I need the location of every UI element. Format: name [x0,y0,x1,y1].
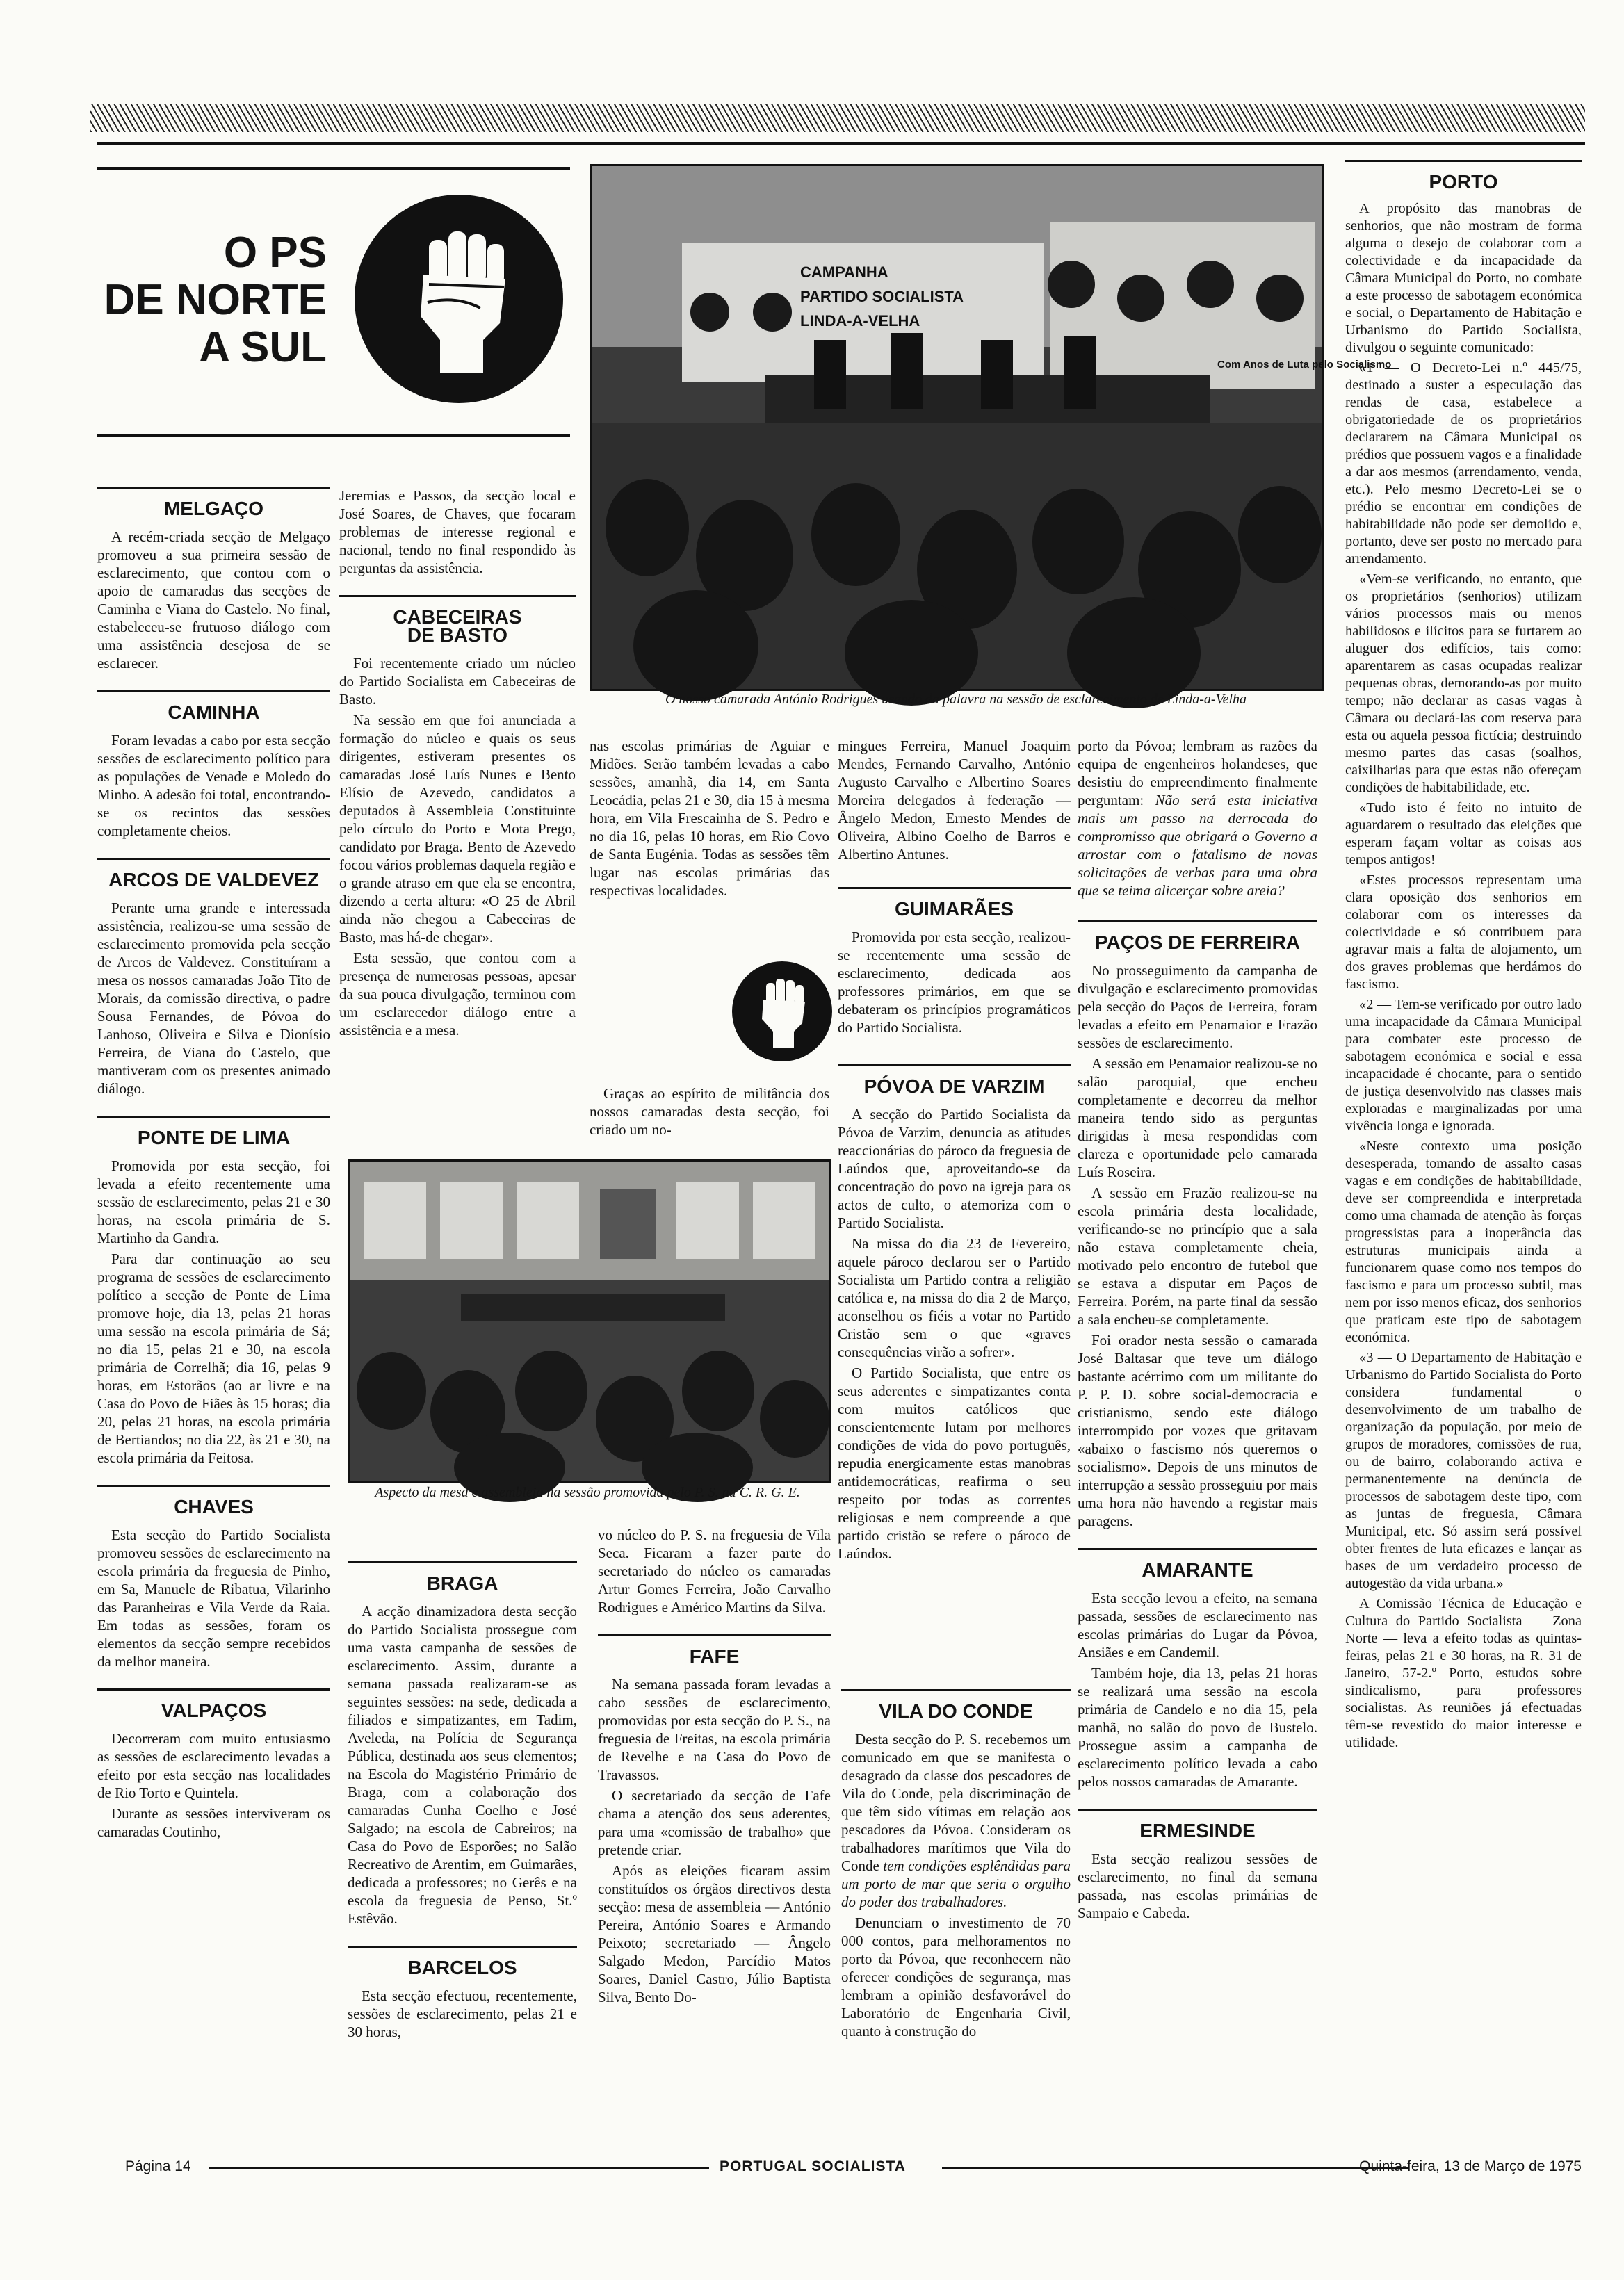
photo-mid-caption: Aspecto da mesa e assembleia na sessão promovida pelo P. S. na C. R. G. E. [375,1485,800,1500]
braga-text: A acção dinamizadora desta secção do Partido Socialista prossegue com uma vasta campanha de sessões de esclarecimento. Assim, durante a semana passada realizaram-se as seguintes sessões: na sede, dedicada a filiados e simpatizantes, em Tadim, Aveleda, na Polícia de Segurança Pública, destinada aos seus elementos; na Escola do Magistério Primário de Braga, com a colaboração dos camaradas Cunha Coelho e José Salgado; na escola de Cabreiros; na Casa do Povo de Esporões; no Salão Recreativo de Arentim, em Guimarães, dedicada a professores; no Gerês e na escola da freguesia de Penso, St.º Estêvão. [348,1603,577,1927]
ponte-text-1: Promovida por esta secção, foi levada a efeito recentemente uma sessão de esclarecimento, pelas 21 e 30 horas, na escola primária de S. Martinho da Gandra. [97,1157,330,1246]
photo-linda-a-velha-image [592,166,1392,689]
amarante-text-1: Esta secção levou a efeito, na semana passada, sessões de esclarecimento nas escolas primárias do Lugar da Póvoa, Ansiães e em Candemil. [1078,1590,1317,1661]
porto-text-9: A Comissão Técnica de Educação e Cultura do Partido Socialista — Zona Norte — leva a efeito todas as quintas-feiras, pelas 21 e 30 horas, na R. 31 de Janeiro, 57-2.º Porto, estudos sobre sindicalismo, para professores socialistas. As reuniões já efectuadas têm-se revestido do maior interesse e utilidade. [1345,1596,1582,1750]
fafe-text-3: Após as eleições ficaram assim constituídos os órgãos directivos desta secção: mesa de assembleia — António Pereira, António Soares e Armando Peixoto; secretariado — Ângelo Salgado Medon, Parcídio Matos Soares, Daniel Castro, Júlio Baptista Silva, Bento Do- [598,1862,831,2005]
banner-title-line1: O PS [223,229,327,277]
footer-rule-right [942,2167,1408,2169]
porto-text-3: «Vem-se verificando, no entanto, que os proprietários (senhorios) utilizam vários processos mais ou menos habilidosos e ilícitos para se furtarem ao aluguer dos edifícios, tais como: aparentarem as casas ocupadas realizar pequenas obras, demorando-as por muito tempo; não declarar as casas vagas à Câmara ou declará-las com reserva para esta ou aquela pessoa fictícia; destruindo mesmo partes das casas (soalhos, caixilharias para que estas não ofereçam condições de habitabilidade, etc. [1345,571,1582,795]
guimaraes-text: Promovida por esta secção, realizou-se recentemente uma sessão de esclarecimento, dedicada aos professores primários, em que se debateram os princípios programáticos do Partido Socialista. [838,929,1071,1036]
section-title-valpacos: VALPAÇOS [97,1688,330,1720]
ermesinde-text: Esta secção realizou sessões de esclarecimento, no final da semana passada, nas escolas primárias de Sampaio e Cabeda. [1078,1850,1317,1921]
amarante-text-2: Também hoje, dia 13, pelas 21 horas se realizará uma sessão na escola primária de Candelo e no dia 15, pela manhã, no salão do povo de Bustelo. Prossegue assim a campanha de esclarecimento político levada a cabo pelos nossos camaradas de Amarante. [1078,1665,1317,1790]
cabeceiras-text-1: Foi recentemente criado um núcleo do Partido Socialista em Cabeceiras de Basto. [339,655,576,708]
column-4-lower [841,1689,1071,2043]
section-title-porto: PORTO [1345,160,1582,190]
caminha-text: Foram levadas a cabo por esta secção sessões de esclarecimento político para as populações de Venade e Moledo do Minho. A adesão foi total, encontrando-se os recintos das sessões completamente cheios. [97,732,330,839]
column-2-lower [348,1543,577,2044]
poster-line3: LINDA-A-VELHA [800,312,920,329]
page-number: Página 14 [125,2158,191,2174]
poster-line2: PARTIDO SOCIALISTA [800,288,964,305]
cabeceiras-title-line2: DE BASTO [407,624,508,646]
section-title-arcos: ARCOS DE VALDEVEZ [97,858,330,889]
section-title-ermesinde: ERMESINDE [1078,1809,1317,1840]
valpacos-text-1: Decorreram com muito entusiasmo as sessões de esclarecimento levadas a efeito por esta secção nas localidades de Rio Torto e Quintela. [97,1730,330,1801]
raised-fist-small-icon [730,959,834,1064]
raised-fist-emblem-icon [351,191,567,407]
cabeceiras-text-3: Esta sessão, que contou com a presença de numerosas pessoas, apesar da sua pouca divulgação, terminou com um esclarecedor diálogo entre a assistência e a mesa. [339,950,576,1039]
column-3-mid [590,1084,829,1141]
col3-militancia: Graças ao espírito de militância dos nossos camaradas desta secção, foi criado um no- [590,1085,829,1138]
fafe-text-2: O secretariado da secção de Fafe chama a atenção dos seus aderentes, para uma «comissão de trabalho» que pretende criar. [598,1787,831,1858]
section-title-fafe: FAFE [598,1634,831,1666]
chaves-text: Esta secção do Partido Socialista promoveu sessões de esclarecimento na escola primária da freguesia de Pinho, em Sa, Manuele de Ribatua, Vilarinho das Paranheiras e Vila Verde da Raia. Em todas as sessões, foram os elementos da secção sempre recebidos da melhor maneira. [97,1526,330,1670]
povoa-text-3: O Partido Socialista, que entre os seus aderentes e simpatizantes conta com muitos católicos que conscientemente lutam por melhores condições de vida do povo português, repudia energicamente estas manobras antidemocráticas, reafirma o seu respeito por todas as correntes religiosas e nem compreende a que partido cristão se refere o pároco de Laúndos. [838,1365,1071,1562]
porto-text-1: A propósito das manobras de senhorios, que não mostram de forma alguma o desejo de colaborar com a colectividade e da incapacidade da Câmara Municipal do Porto, no combate a este processo de sabotagem económica e social, o Departamento de Habitação e Urbanismo do Partido Socialista, divulgou o seguinte comunicado: [1345,201,1582,355]
banner-title-line3: A SUL [199,323,327,371]
barcelos-text: Esta secção efectuou, recentemente, sessões de esclarecimento, pelas 21 e 30 horas, [348,1987,577,2040]
photo-crge [348,1159,831,1483]
photo-top-caption: O nosso camarada António Rodrigues usando da palavra na sessão de esclarecimento de Linda-a-Velha [665,692,1247,707]
fafe-text-1: Na semana passada foram levadas a cabo sessões de esclarecimento, promovidas por esta secção do P. S., na freguesia de Freitas, na escola primária de Revelhe e na Casa do Povo de Travassos. [598,1676,831,1783]
povoa-text-2: Na missa do dia 23 de Fevereiro, aquele pároco declarou ser o Partido Socialista um Partido contra a religião católica e, na missa do dia 2 de Março, aconselhou os fiéis a votar no Partido Cristão sem o que «graves consequências virão a sofrer». [838,1235,1071,1360]
cabeceiras-title-line1: CABECEIRAS [393,606,522,628]
column-3-lower [598,1526,831,2009]
section-title-pacos: PAÇOS DE FERREIRA [1078,920,1317,952]
banner-top-rule [97,167,570,170]
banner-bottom-rule [97,434,570,437]
col2-continuation: Jeremias e Passos, da secção local e José Soares, de Chaves, que focaram problemas de interesse regional e nacional, tendo no final respondido às perguntas da assistência. [339,487,576,576]
porto-text-7: «Neste contexto uma posição desesperada, tomando de assalto casas vagas e em condições de habitabilidade, deve ser compreendida e interpretada como uma chamada de atenção às forças progressistas para a inoperância das estruturas municipais ainda a funcionarem quase como nos tempos do fascismo e para um processo subtil, mas nem por isso menos eficaz, dos senhorios que praticam este tipo de sabotagem económica. [1345,1139,1582,1345]
porto-text-5: «Estes processos representam uma clara oposição dos senhorios em colaborar com os interesses da colectividade e só contribuem para agravar mais a falta de alojamento, um dos graves problemas que herdámos do fascismo. [1345,872,1582,992]
section-title-chaves: CHAVES [97,1485,330,1516]
column-4-upper [838,737,1071,1565]
photo-crge-image [350,1162,829,1481]
col4-continuation: mingues Ferreira, Manuel Joaquim Mendes, Fernando Carvalho, António Augusto Carvalho e Albertino Soares Moreira delegados à federação — Ângelo Medon, Ernesto Mendes de Oliveira, Albino Coelho de Barros e Albertino Antunes. [838,738,1071,863]
pacos-text-4: Foi orador nesta sessão o camarada José Baltasar que teve um diálogo bastante acérrimo com um militante do P. P. D. sobre social-democracia e cristianismo, sendo este diálogo interrompido por vozes que gritavam «abaixo o fascismo nós queremos o socialismo». Depois de uns minutos de interrupção a sessão prosseguiu por mais uma hora não havendo a registar mais paragens. [1078,1332,1317,1529]
vila-conde-text-2: Denunciam o investimento de 70 000 contos, para melhoramentos no porto da Póvoa, que reconhecem não oferecer condições de segurança, mas lembram a opinião desfavorável do Laboratório de Engenharia Civil, quanto à construção do [841,1914,1071,2039]
cabeceiras-text-2: Na sessão em que foi anunciada a formação do núcleo e quais os seus dirigentes, estiveram presentes os camaradas José Luís Nunes e Bento Elísio de Azevedo, candidatos a deputados à Assembleia Constituinte pelo círculo do Porto e Mota Prego, candidato por Braga. Bento de Azevedo focou vários problemas daquela região e o grande atraso em que ela se encontra, dizendo a certa altura: «O 25 de Abril ainda não chegou a Cabeceiras de Basto, mas há-de chegar». [339,712,576,945]
col5-continuation [1078,737,1317,899]
povoa-text-1: A secção do Partido Socialista da Póvoa de Varzim, denuncia as atitudes reaccionárias do pároco da freguesia de Laúndos que, aproveitando-se da concentração do povo na igreja para os actos de culto, o atemoriza com o Partido Socialista. [838,1106,1071,1231]
section-title-guimaraes: GUIMARÃES [838,887,1071,918]
col3-continuation: nas escolas primárias de Aguiar e Midões. Serão também levadas a cabo sessões, amanhã, dia 14, em Santa Leocádia, pelas 21 e 30, dia 15 à mesma hora, em Vila Frescainha de S. Pedro e no dia 16, pelas 10 horas, em Rio Covo de Santa Eugénia. Todas as sessões têm lugar nas escolas primárias das respectivas localidades. [590,738,829,899]
page-footer [90,2158,1585,2179]
section-title-braga: BRAGA [348,1561,577,1593]
footer-rule-left [209,2167,709,2169]
section-title-caminha: CAMINHA [97,690,330,722]
section-title-povoa: PÓVOA DE VARZIM [838,1064,1071,1096]
header-hatch-band [90,104,1585,132]
porto-text-2: «1 — O Decreto-Lei n.º 445/75, destinado a suster a especulação das rendas de casa, estabelece a obrigatoriedade de os proprietários declararem na Câmara Municipal os prédios que possuem vagos e a finalidade a dar aos mesmos (arrendamento, venda, etc.). Pelo mesmo Decreto-Lei se o prédio se encontrar em condições de habitabilidade não pode ser demolido e, portanto, deve ser posto no mercado para arrendamento. [1345,360,1582,567]
poster-right-text: Com Anos de Luta pelo Socialismo [1217,359,1392,370]
ponte-text-2: Para dar continuação ao seu programa de sessões de esclarecimento político a secção de Ponte de Lima promove hoje, dia 13, pelas 21 horas uma sessão na escola primária de Sá; no dia 15, pelas 21 e 30, na escola primária de Correlhã; dia 16, pelas 9 horas, em Estorãos (ao ar livre e na Casa do Povo de Fiães às 15 horas; dia 20, pelas 21 horas, na escola primária de Bertiandos; no dia 22, às 21 e 30, na escola primária da Feitosa. [97,1251,330,1466]
section-title-melgaco: MELGAÇO [97,487,330,518]
vila-conde-text-1 [841,1730,1071,1911]
photo-linda-a-velha [590,164,1392,691]
section-title-ponte-de-lima: PONTE DE LIMA [97,1116,330,1147]
column-1 [97,487,330,1843]
pacos-text-1: No prosseguimento da campanha de divulgação e esclarecimento promovidas pela secção do Paços de Ferreira, foram levadas a efeito em Penamaior e Frazão sessões de esclarecimento. [1078,962,1317,1051]
col5-continuation-italic: Não será esta iniciativa mais um passo na derrocada do compromisso que obrigará o Governo a arrostar com o fatalismo de novas solicitações de verbas para uma obra que se teima alicerçar sobre areia? [1078,792,1317,899]
poster-line1: CAMPANHA [800,263,888,281]
porto-text-4: «Tudo isto é feito no intuito de aguardarem o resultado das eleições que esperam façam voltar as coisas aos tempos antigos! [1345,800,1582,868]
section-title-cabeceiras [339,595,576,644]
section-title-vila-do-conde: VILA DO CONDE [841,1689,1071,1720]
column-3-upper [590,737,829,902]
section-title-amarante: AMARANTE [1078,1548,1317,1579]
arcos-text: Perante uma grande e interessada assistência, realizou-se uma sessão de esclarecimento promovida pela secção de Arcos de Valdevez. Constituíram a mesa os nossos camaradas João Tito de Morais, da comissão directiva, o padre Sousa Fernandes, de Póvoa do Lanhoso, Oliveira e Silva e Dionísio Ferreira, de Viana do Castelo, que mantiveram com os presentes animado diálogo. [97,899,330,1097]
vila-conde-text-1-plain: Desta secção do P. S. recebemos um comunicado em que se manifesta o desagrado da classe dos pescadores de Vila do Conde, pela discriminação de que têm sido vítimas em relação aos pescadores da Póvoa. Consideram os trabalhadores marítimos que Vila do Conde [841,1731,1071,1874]
porto-text-6: «2 — Tem-se verificado por outro lado uma incapacidade da Câmara Municipal para combater este processo de sabotagem económica e social e essa incapacidade é chocante, para o sentido de justiça desenvolvido nas classes mais exploradas e marginalizadas por uma vivência longa e ignorada. [1345,997,1582,1134]
column-5 [1078,737,1317,1925]
section-title-barcelos: BARCELOS [348,1946,577,1977]
pacos-text-3: A sessão em Frazão realizou-se na escola primária desta localidade, verificando-se no princípio que a sala não estava completamente cheia, motivado pelo encontro de futebol que se estava a disputar em Paços de Ferreira. Porém, na parte final da sessão a sala encheu-se completamente. [1078,1184,1317,1328]
banner-title [97,229,327,371]
issue-date: Quinta-feira, 13 de Março de 1975 [1359,2158,1582,2174]
valpacos-text-2: Durante as sessões interviveram os camaradas Coutinho, [97,1805,330,1840]
column-2-upper [339,487,576,1042]
vila-conde-text-1-italic: tem condições esplêndidas para um porto de mar que seria o orgulho do poder dos trabalhadores. [841,1857,1071,1910]
banner-title-line2: DE NORTE [104,276,327,324]
pacos-text-2: A sessão em Penamaior realizou-se no salão paroquial, que encheu completamente e decorreu da melhor maneira tendo sido as perguntas dirigidas à mesa respondidas com clareza e oportunidade pelo camarada Luís Roseira. [1078,1055,1317,1180]
melgaco-text: A recém-criada secção de Melgaço promoveu a sua primeira sessão de esclarecimento, que contou com o apoio de camaradas das secções de Caminha e Viana do Castelo. No final, estabeleceu-se frutuoso diálogo com uma assistência desejosa de se esclarecer. [97,528,330,671]
publication-name: PORTUGAL SOCIALISTA [720,2158,906,2174]
header-rule [97,142,1585,145]
col3-lower-continuation: vo núcleo do P. S. na freguesia de Vila Seca. Ficaram a fazer parte do secretariado do núcleo os camaradas Artur Gomes Ferreira, João Carvalho Rodrigues e Américo Martins da Silva. [598,1526,831,1615]
col5-continuation-text: porto da Póvoa; lembram as razões da equipa de engenheiros holandeses, que desistiu do empreendimento finalmente perguntam: [1078,738,1317,808]
column-6-porto [1345,160,1582,1754]
porto-text-8: «3 — O Departamento de Habitação e Urbanismo do Partido Socialista do Porto considera fundamental o desenvolvimento de um trabalho de organização da população, por meio de grupos de moradores, comissões de rua, ou de bairro, colaborando activa e permanentemente na denúncia de processos de sabotagem deste tipo, com as juntas de freguesia, Câmara Municipal, etc. Só assim será possível obter frentes de luta eficazes e lançar as bases de um verdadeiro processo de autogestão da vida urbana.» [1345,1350,1582,1591]
